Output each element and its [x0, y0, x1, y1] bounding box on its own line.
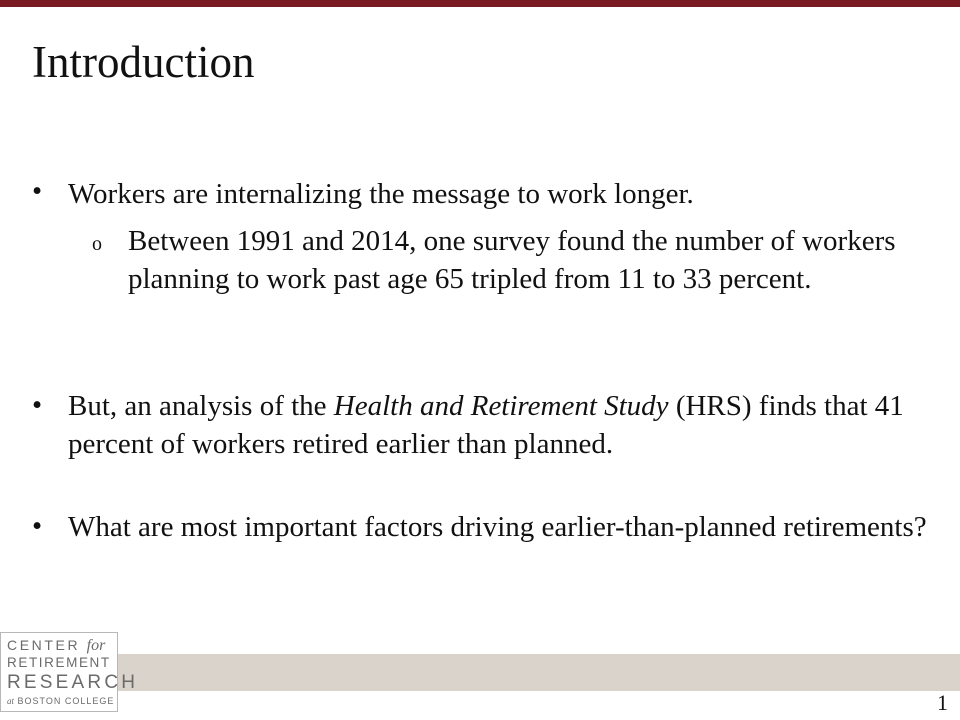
bullet-marker: •: [32, 510, 43, 542]
sub-bullet-1-text: Between 1991 and 2014, one survey found the number of workers planning to work past age 65 tripled from 11 to 33 percent.: [128, 225, 896, 295]
page-number: 1: [937, 690, 948, 715]
bullet-2-text: [68, 387, 948, 463]
bullet-2-text-after: (HRS) finds that 41 percent of workers retired earlier than planned.: [68, 390, 904, 460]
slide-title: Introduction: [32, 37, 255, 87]
bullet-3-text: What are most important factors driving earlier-than-planned retirements?: [68, 511, 927, 543]
logo-center-word: CENTER: [7, 637, 81, 653]
crr-logo: [0, 632, 139, 712]
sub-bullet-marker: o: [92, 233, 102, 255]
bullet-marker: •: [32, 389, 43, 421]
bullet-marker: •: [32, 175, 43, 207]
logo-line-boston-college: [7, 696, 114, 707]
logo-line-research: RESEARCH: [7, 672, 139, 693]
logo-line-center: [7, 637, 105, 654]
top-accent-bar: [0, 0, 960, 7]
logo-at-word: at: [7, 696, 15, 706]
bullet-2-text-before: But, an analysis of the: [68, 390, 334, 422]
study-name: Health and Retirement Study: [333, 390, 669, 422]
footer-band: [118, 654, 960, 691]
logo-boston-college-word: BOSTON COLLEGE: [17, 696, 115, 706]
logo-line-retirement: RETIREMENT: [7, 655, 111, 670]
bullet-1-text: Workers are internalizing the message to work longer.: [68, 178, 694, 210]
logo-for-word: for: [86, 637, 106, 654]
